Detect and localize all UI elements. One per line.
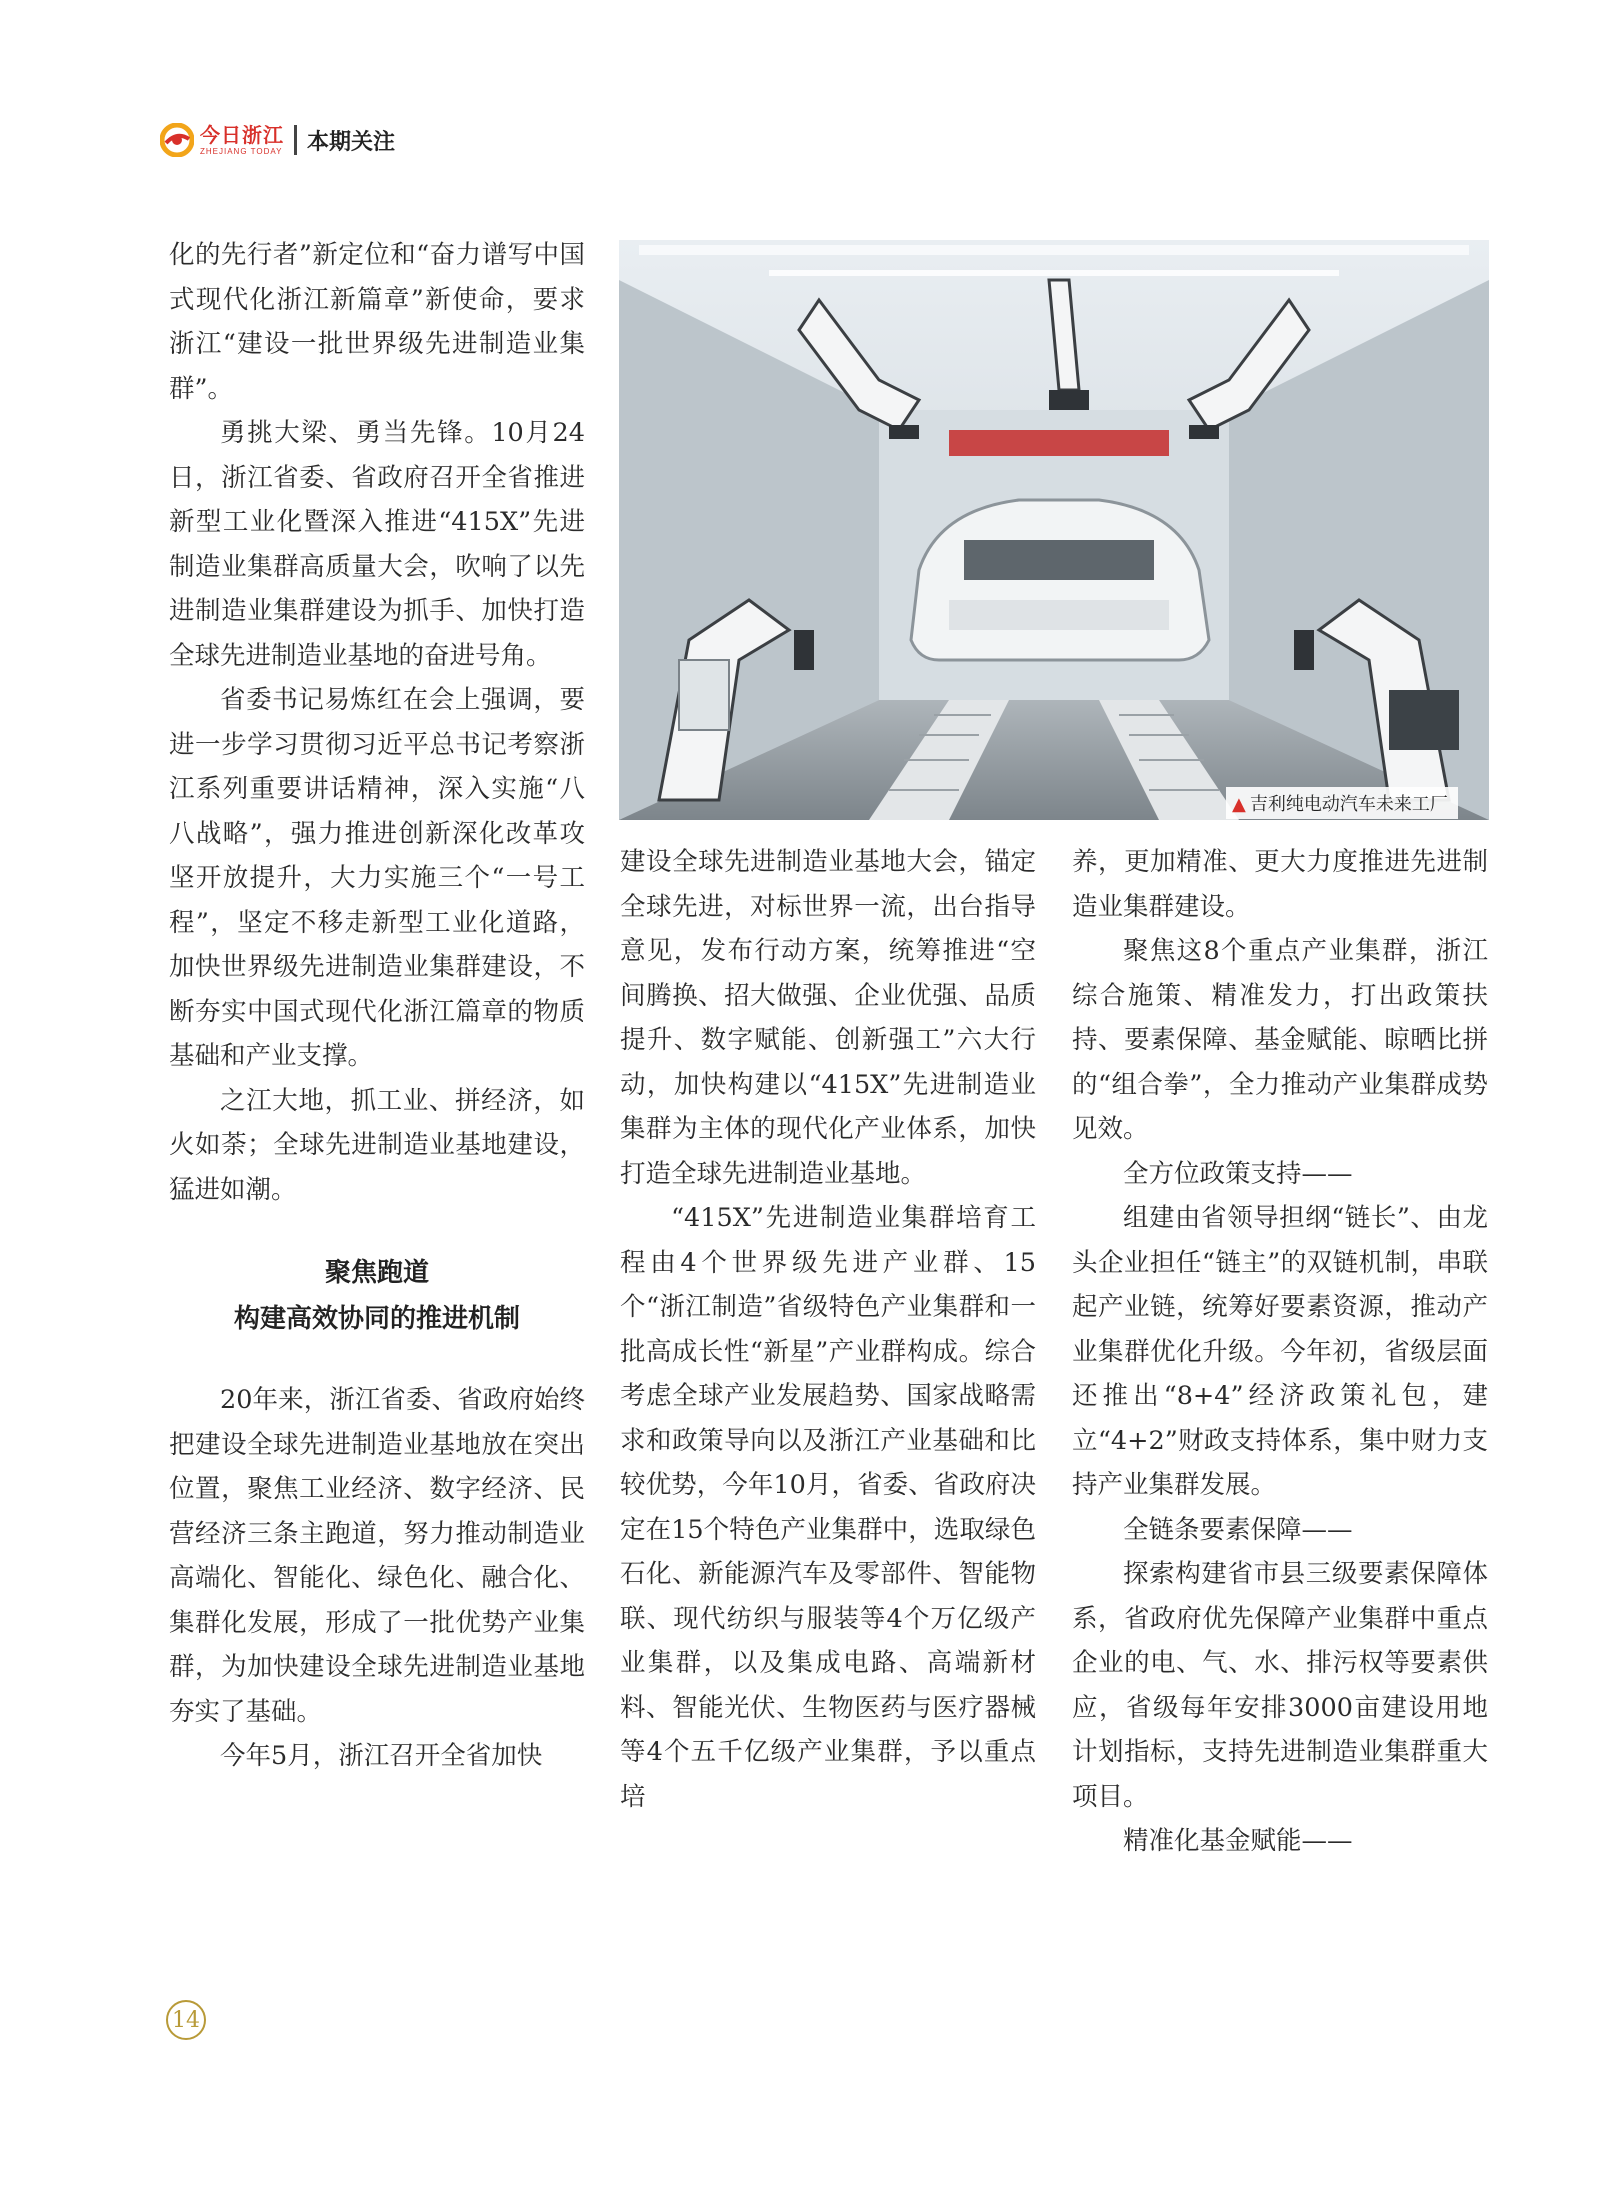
paragraph: 组建由省领导担纲“链长”、由龙头企业担任“链主”的双链机制，串联起产业链，统筹好要素资源，推动产业集群优化升级。今年初，省级层面还推出“8+4”经济政策礼包，建立“4+2”财政支持体系，集中财力支持产业集群发展。	[1072, 1203, 1488, 1500]
paragraph-heading: 精准化基金赋能——	[1123, 1826, 1353, 1856]
photo-caption	[1226, 787, 1458, 819]
magazine-logo-text	[200, 122, 284, 156]
paragraph: 省委书记易炼红在会上强调，要进一步学习贯彻习近平总书记考察浙江系列重要讲话精神，深入实施“八八战略”，强力推进创新深化改革攻坚开放提升，大力实施三个“一号工程”，坚定不移走新型工业化道路，加快世界级先进制造业集群建设，不断夯实中国式现代化浙江篇章的物质基础和产业支撑。	[169, 685, 585, 1071]
article-column-3	[1072, 840, 1488, 1864]
logo-chinese-name: 今日浙江	[200, 122, 284, 147]
paragraph-heading: 全方位政策支持——	[1123, 1158, 1353, 1189]
magazine-header	[160, 118, 395, 162]
paragraph: 探索构建省市县三级要素保障体系，省政府优先保障产业集群中重点企业的电、气、水、排污权等要素供应，省级每年安排3000亩建设用地计划指标，支持先进制造业集群重大项目。	[1072, 1559, 1488, 1812]
subheading-line-2: 构建高效协同的推进机制	[233, 1304, 520, 1334]
paragraph: “415X”先进制造业集群培育工程由4个世界级先进产业群、15个“浙江制造”省级特色产业集群和一批高成长性“新星”产业群构成。综合考虑全球产业发展趋势、国家战略需求和政策导向以及浙江产业基础和比较优势，今年10月，省委、省政府决定在15个特色产业集群中，选取绿色石化、新能源汽车及零部件、智能物联、现代纺织与服装等4个万亿级产业集群，以及集成电路、高端新材料、智能光伏、生物医药与医疗器械等4个五千亿级产业集群，予以重点培	[620, 1203, 1036, 1812]
page-number: 14	[166, 2000, 206, 2040]
factory-photo	[619, 240, 1489, 820]
article-column-2	[620, 840, 1036, 1819]
section-title: 本期关注	[307, 129, 396, 155]
logo-english-name: ZHEJIANG TODAY	[200, 146, 283, 156]
section-subheading	[169, 1250, 585, 1342]
header-divider	[294, 125, 297, 155]
paragraph: 聚焦这8个重点产业集群，浙江综合施策、精准发力，打出政策扶持、要素保障、基金赋能、晾晒比拼的“组合拳”，全力推动产业集群成势见效。	[1072, 936, 1488, 1144]
article-column-1	[169, 233, 585, 1779]
magazine-logo-icon	[160, 123, 194, 157]
paragraph: 建设全球先进制造业基地大会，锚定全球先进，对标世界一流，出台指导意见，发布行动方案，统筹推进“空间腾换、招大做强、企业优强、品质提升、数字赋能、创新强工”六大行动，加快构建以“415X”先进制造业集群为主体的现代化产业体系，加快打造全球先进制造业基地。	[620, 847, 1036, 1189]
factory-photo-illustration	[619, 240, 1489, 820]
paragraph: 今年5月，浙江召开全省加快	[220, 1741, 543, 1771]
paragraph: 勇挑大梁、勇当先锋。10月24日，浙江省委、省政府召开全省推进新型工业化暨深入推进“415X”先进制造业集群高质量大会，吹响了以先进制造业集群建设为抓手、加快打造全球先进制造业基地的奋进号角。	[169, 418, 585, 671]
caption-triangle-icon: ▲	[1232, 794, 1246, 815]
paragraph: 20年来，浙江省委、省政府始终把建设全球先进制造业基地放在突出位置，聚焦工业经济、数字经济、民营经济三条主跑道，努力推动制造业高端化、智能化、绿色化、融合化、集群化发展，形成了一批优势产业集群，为加快建设全球先进制造业基地夯实了基础。	[169, 1385, 585, 1727]
subheading-line-1: 聚焦跑道	[324, 1258, 429, 1288]
paragraph: 化的先行者”新定位和“奋力谱写中国式现代化浙江新篇章”新使命，要求浙江“建设一批世界级先进制造业集群”。	[169, 240, 585, 404]
paragraph-heading: 全链条要素保障——	[1123, 1514, 1353, 1545]
caption-text: 吉利纯电动汽车未来工厂	[1249, 794, 1448, 815]
paragraph: 之江大地，抓工业、拼经济，如火如荼；全球先进制造业基地建设，猛进如潮。	[169, 1085, 585, 1205]
paragraph: 养，更加精准、更大力度推进先进制造业集群建设。	[1072, 847, 1488, 922]
